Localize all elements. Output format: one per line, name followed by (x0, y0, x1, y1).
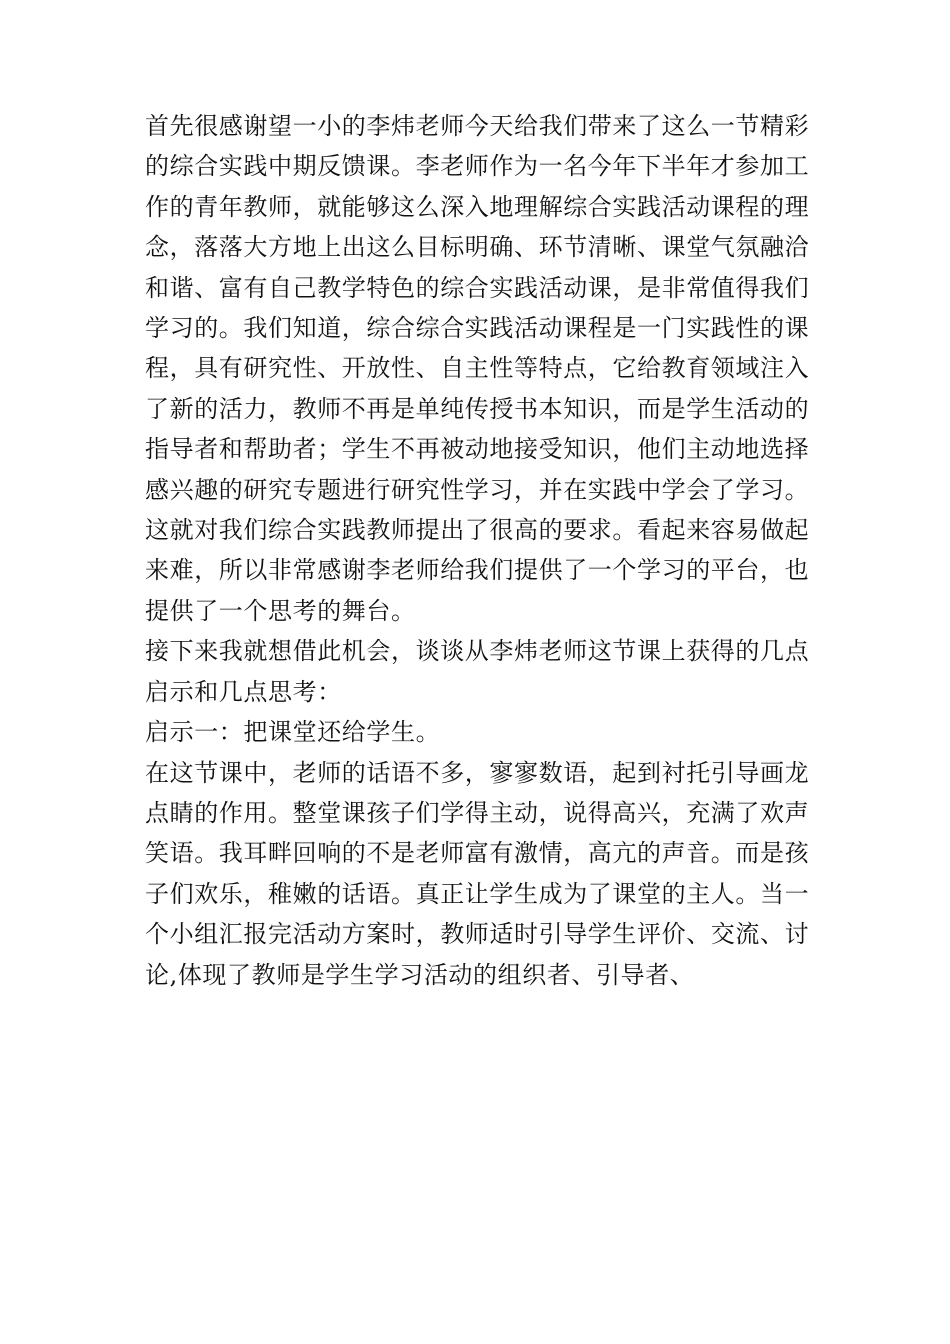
paragraph-insight-one-body: 在这节课中，老师的话语不多，寥寥数语，起到衬托引导画龙点睛的作用。整堂课孩子们学得主动，说得高兴，充满了欢声笑语。我耳畔回响的不是老师富有激情，高亢的声音。而是孩子们欢乐，稚嫩的话语。真正让学生成为了课堂的主人。当一个小组汇报完活动方案时，教师适时引导学生评价、交流、讨论,体现了教师是学生学习活动的组织者、引导者、 (145, 758, 810, 989)
paragraph-intro: 首先很感谢望一小的李炜老师今天给我们带来了这么一节精彩的综合实践中期反馈课。李老师作为一名今年下半年才参加工作的青年教师，就能够这么深入地理解综合实践活动课程的理念，落落大方地上出这么目标明确、环节清晰、课堂气氛融洽和谐、富有自己教学特色的综合实践活动课，是非常值得我们学习的。我们知道，综合综合实践活动课程是一门实践性的课程，具有研究性、开放性、自主性等特点，它给教育领域注入了新的活力，教师不再是单纯传授书本知识，而是学生活动的指导者和帮助者；学生不再被动地接受知识，他们主动地选择感兴趣的研究专题进行研究性学习，并在实践中学会了学习。这就对我们综合实践教师提出了很高的要求。看起来容易做起来难，所以非常感谢李老师给我们提供了一个学习的平台，也提供了一个思考的舞台。 (145, 112, 810, 625)
paragraph-heading-insight-one: 启示一：把课堂还给学生。 (145, 718, 441, 747)
paragraph-transition: 接下来我就想借此机会，谈谈从李炜老师这节课上获得的几点启示和几点思考： (145, 637, 810, 706)
document-body (145, 106, 815, 995)
